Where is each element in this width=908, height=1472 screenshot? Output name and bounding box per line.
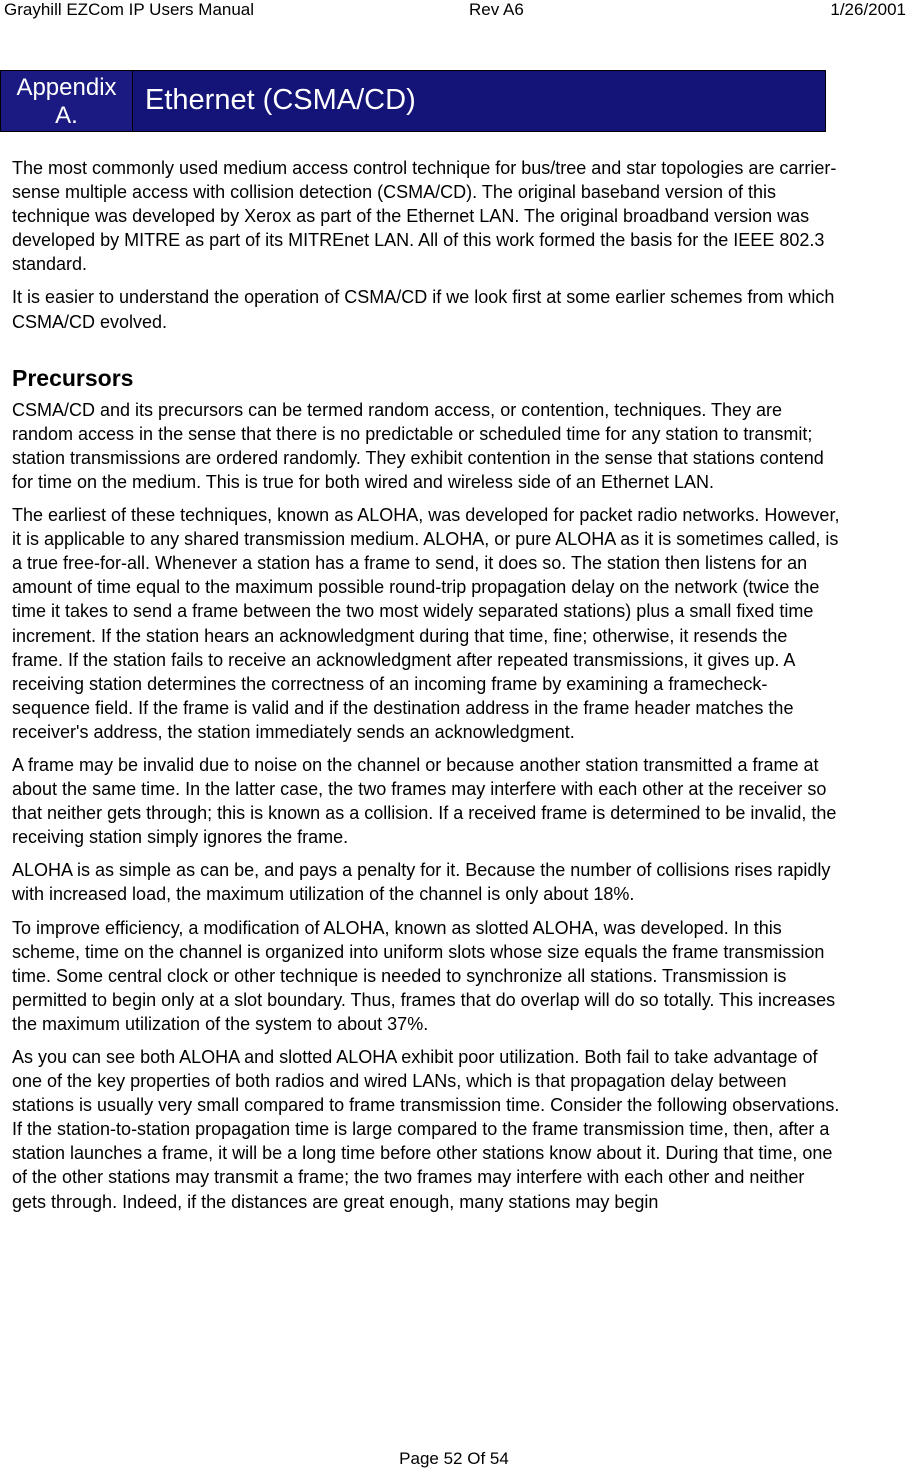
precursors-paragraph-5: To improve efficiency, a modification of ALOHA, known as slotted ALOHA, was developed. In this scheme, time on the channel is organized into uniform slots whose size equals the frame transmission time. Some central clock or other technique is needed to synchronize all stations. Transmission is permitted to begin only at a slot boundary. Thus, frames that do overlap will do so totally. This increases the maximum utilization of the system to about 37%. xyxy=(12,917,836,1034)
document-body xyxy=(12,156,842,1223)
page-header xyxy=(0,0,908,22)
appendix-title: Ethernet (CSMA/CD) xyxy=(145,84,416,116)
header-date: 1/26/2001 xyxy=(830,0,906,19)
precursors-paragraph-3: A frame may be invalid due to noise on the channel or because another station transmitted a frame at about the same time. In the latter case, the two frames may interfere with each other at the receiver so that neither gets through; this is known as a collision. If a received frame is determined to be invalid, the receiving station simply ignores the frame. xyxy=(12,754,837,848)
precursors-paragraph-4: ALOHA is as simple as can be, and pays a penalty for it. Because the number of collisions rises rapidly with increased load, the maximum utilization of the channel is only about 18%. xyxy=(12,860,831,905)
appendix-label xyxy=(1,71,133,131)
appendix-label-word: Appendix xyxy=(16,74,117,101)
precursors-paragraph-2: The earliest of these techniques, known as ALOHA, was developed for packet radio networks. However, it is applicable to any shared transmission medium. ALOHA, or pure ALOHA as it is sometimes called, is a true free-for-all. Whenever a station has a frame to send, it does so. The station then listens for an amount of time equal to the maximum possible round-trip propagation delay on the network (twice the time it takes to send a frame between the two most widely separated stations) plus a small fixed time increment. If the station hears an acknowledgment during that time, fine; otherwise, it resends the frame. If the station fails to receive an acknowledgment after repeated transmissions, it gives up. A receiving station determines the correctness of an incoming frame by examining a framecheck-sequence field. If the frame is valid and if the destination address in the frame header matches the receiver's address, the station immediately sends an acknowledgment. xyxy=(12,505,840,742)
intro-paragraph-2: It is easier to understand the operation of CSMA/CD if we look first at some earlier schemes from which CSMA/CD evolved. xyxy=(12,287,835,332)
appendix-banner xyxy=(0,70,826,132)
precursors-paragraph-6: As you can see both ALOHA and slotted ALOHA exhibit poor utilization. Both fail to take advantage of one of the key properties of both radios and wired LANs, which is that propagation delay between stations is usually very small compared to frame transmission time. Consider the following observations. If the station-to-station propagation time is large compared to the frame transmission time, then, after a station launches a frame, it will be a long time before other stations know about it. During that time, one of the other stations may transmit a frame; the two frames may interfere with each other and neither gets through. Indeed, if the distances are great enough, many stations may begin xyxy=(12,1047,840,1212)
header-revision: Rev A6 xyxy=(469,0,524,19)
page-footer xyxy=(0,1449,908,1469)
intro-paragraph-1: The most commonly used medium access control technique for bus/tree and star topologies are carrier-sense multiple access with collision detection (CSMA/CD). The original baseband version of this technique was developed by Xerox as part of the Ethernet LAN. The original broadband version was developed by MITRE as part of its MITREnet LAN. All of this work formed the basis for the IEEE 802.3 standard. xyxy=(12,158,837,275)
page-number: Page 52 Of 54 xyxy=(399,1449,509,1468)
precursors-paragraph-1: CSMA/CD and its precursors can be termed random access, or contention, techniques. They are random access in the sense that there is no predictable or scheduled time for any station to transmit; station transmissions are ordered randomly. They exhibit contention in the sense that stations contend for time on the medium. This is true for both wired and wireless side of an Ethernet LAN. xyxy=(12,399,824,492)
appendix-label-letter: A. xyxy=(55,102,78,129)
section-heading-precursors: Precursors xyxy=(12,364,134,391)
header-document-title: Grayhill EZCom IP Users Manual xyxy=(4,0,255,19)
